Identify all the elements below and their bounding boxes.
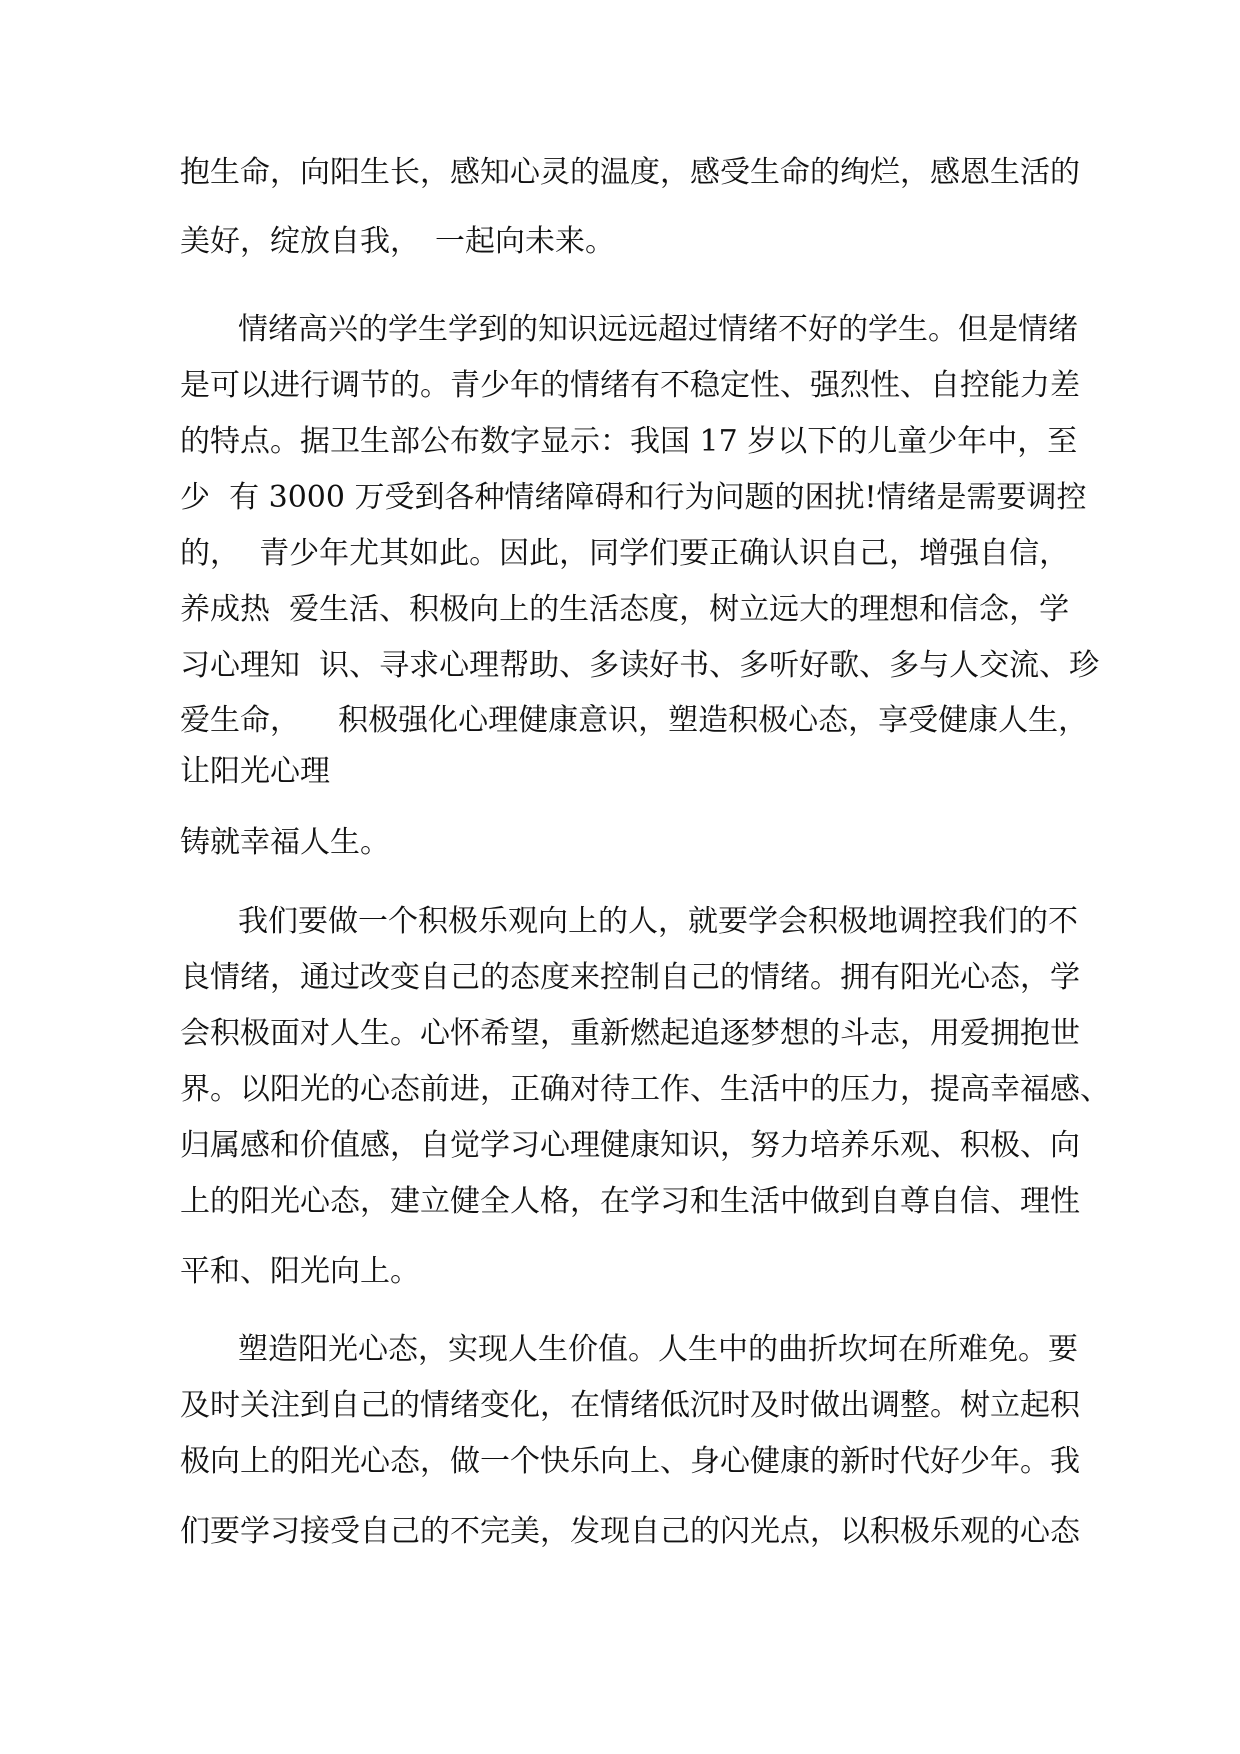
- text-line: 习心理知 识、寻求心理帮助、多读好书、多听好歌、多与人交流、珍: [180, 648, 1100, 683]
- text-line: 爱生命， 积极强化心理健康意识，塑造积极心态，享受健康人生，: [180, 703, 1089, 738]
- text-line: 归属感和价值感，自觉学习心理健康知识，努力培养乐观、积极、向: [180, 1128, 1080, 1163]
- text-line: 少 有 3000 万受到各种情绪障碍和行为问题的困扰!情绪是需要调控: [180, 480, 1087, 515]
- text-line: 是可以进行调节的。青少年的情绪有不稳定性、强烈性、自控能力差: [180, 368, 1080, 403]
- text-line: 良情绪，通过改变自己的态度来控制自己的情绪。拥有阳光心态，学: [180, 960, 1080, 995]
- text-line: 抱生命，向阳生长，感知心灵的温度，感受生命的绚烂，感恩生活的: [180, 155, 1080, 190]
- text-line: 的特点。据卫生部公布数字显示：我国 17 岁以下的儿童少年中，至: [180, 424, 1078, 459]
- text-line: 让阳光心理: [180, 754, 330, 789]
- paragraph-start-line: 塑造阳光心态，实现人生价值。人生中的曲折坎坷在所难免。要: [238, 1332, 1078, 1367]
- text-line: 界。以阳光的心态前进，正确对待工作、生活中的压力，提高幸福感、: [180, 1072, 1110, 1107]
- text-line: 美好，绽放自我， 一起向未来。: [180, 224, 615, 259]
- text-line: 养成热 爱生活、积极向上的生活态度，树立远大的理想和信念，学: [180, 592, 1070, 627]
- text-line: 上的阳光心态，建立健全人格，在学习和生活中做到自尊自信、理性: [180, 1184, 1080, 1219]
- text-line: 的， 青少年尤其如此。因此，同学们要正确认识自己，增强自信，: [180, 536, 1070, 571]
- text-line: 平和、阳光向上。: [180, 1254, 420, 1289]
- text-line: 极向上的阳光心态，做一个快乐向上、身心健康的新时代好少年。我: [180, 1444, 1080, 1479]
- text-line: 铸就幸福人生。: [180, 825, 390, 860]
- text-line: 们要学习接受自己的不完美，发现自己的闪光点，以积极乐观的心态: [180, 1514, 1080, 1549]
- paragraph-start-line: 情绪高兴的学生学到的知识远远超过情绪不好的学生。但是情绪: [238, 312, 1078, 347]
- text-line: 会积极面对人生。心怀希望，重新燃起追逐梦想的斗志，用爱拥抱世: [180, 1016, 1080, 1051]
- paragraph-start-line: 我们要做一个积极乐观向上的人，就要学会积极地调控我们的不: [238, 904, 1078, 939]
- text-line: 及时关注到自己的情绪变化，在情绪低沉时及时做出调整。树立起积: [180, 1388, 1080, 1423]
